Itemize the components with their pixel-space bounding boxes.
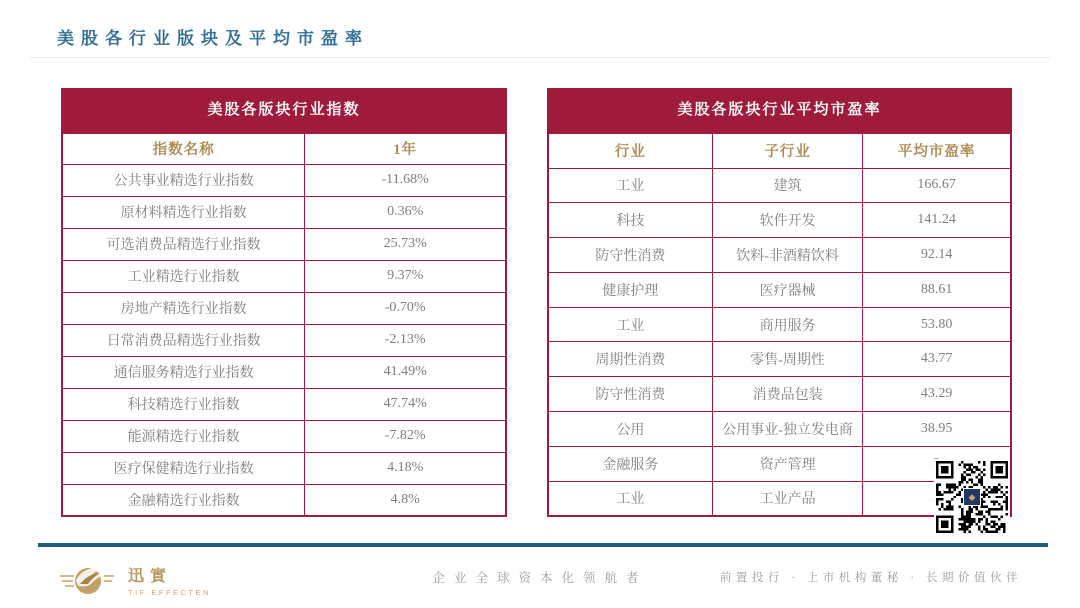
table-row	[548, 168, 1011, 203]
index-name-cell: 房地产精选行业指数	[62, 292, 305, 324]
index-name-cell: 科技精选行业指数	[62, 388, 305, 420]
table-row	[62, 164, 506, 196]
footer-slogan-right: 前置投行 · 上市机构董秘 · 长期价值伙伴	[719, 572, 1022, 584]
logo-name-cn: 迅實	[128, 568, 173, 585]
industry-cell: 科技	[548, 203, 712, 238]
index-name-cell: 原材料精选行业指数	[62, 196, 305, 228]
col-header-industry: 行业	[548, 133, 712, 168]
col-header-index-name: 指数名称	[62, 133, 305, 164]
table-row	[548, 377, 1011, 412]
pe-cell: 38.95	[863, 412, 1011, 447]
table-row	[548, 307, 1011, 342]
table-row	[62, 260, 506, 292]
table-row	[548, 203, 1011, 238]
index-value-cell: -7.82%	[305, 420, 506, 452]
sector-pe-table	[547, 88, 1012, 517]
subindustry-cell: 资产管理	[712, 446, 862, 481]
subindustry-cell: 零售-周期性	[712, 342, 862, 377]
subindustry-cell: 商用服务	[712, 307, 862, 342]
subindustry-cell: 建筑	[712, 168, 862, 203]
index-value-cell: -0.70%	[305, 292, 506, 324]
index-name-cell: 金融精选行业指数	[62, 484, 305, 516]
industry-cell: 周期性消费	[548, 342, 712, 377]
index-value-cell: 41.49%	[305, 356, 506, 388]
index-value-cell: 0.36%	[305, 196, 506, 228]
subindustry-cell: 医疗器械	[712, 272, 862, 307]
wing-logo-icon	[58, 560, 120, 600]
sector-index-table-title: 美股各版块行业指数	[61, 88, 507, 132]
qr-code	[934, 459, 1010, 535]
logo-name-en: TIF EFFECTEN	[128, 588, 211, 597]
index-value-cell: 9.37%	[305, 260, 506, 292]
index-name-cell: 公共事业精选行业指数	[62, 164, 305, 196]
subindustry-cell: 工业产品	[712, 481, 862, 516]
sector-index-table	[61, 88, 507, 517]
table-row	[548, 272, 1011, 307]
col-header-subindustry: 子行业	[712, 133, 862, 168]
industry-cell: 防守性消费	[548, 238, 712, 273]
index-value-cell: -2.13%	[305, 324, 506, 356]
footer	[0, 552, 1080, 608]
pe-cell: 43.29	[863, 377, 1011, 412]
pe-cell: 88.61	[863, 272, 1011, 307]
industry-cell: 工业	[548, 481, 712, 516]
industry-cell: 健康护理	[548, 272, 712, 307]
table-row	[62, 292, 506, 324]
page-title: 美股各行业版块及平均市盈率	[57, 29, 369, 48]
industry-cell: 工业	[548, 168, 712, 203]
pe-cell: 53.80	[863, 307, 1011, 342]
subindustry-cell: 消费品包装	[712, 377, 862, 412]
table-row	[62, 484, 506, 516]
title-divider	[30, 57, 1050, 58]
footer-divider	[38, 543, 1048, 547]
industry-cell: 工业	[548, 307, 712, 342]
index-name-cell: 医疗保健精选行业指数	[62, 452, 305, 484]
subindustry-cell: 饮料-非酒精饮料	[712, 238, 862, 273]
index-name-cell: 能源精选行业指数	[62, 420, 305, 452]
industry-cell: 公用	[548, 412, 712, 447]
index-value-cell: 4.18%	[305, 452, 506, 484]
table-row	[548, 412, 1011, 447]
sector-pe-table-title: 美股各版块行业平均市盈率	[547, 88, 1012, 132]
qr-center-logo-icon: ◆	[963, 488, 981, 506]
table-row	[548, 238, 1011, 273]
table-row	[62, 388, 506, 420]
table-header-row	[548, 133, 1011, 168]
index-name-cell: 日常消费品精选行业指数	[62, 324, 305, 356]
table-row	[62, 452, 506, 484]
pe-cell: 92.14	[863, 238, 1011, 273]
index-value-cell: 47.74%	[305, 388, 506, 420]
index-name-cell: 工业精选行业指数	[62, 260, 305, 292]
table-header-row	[62, 133, 506, 164]
pe-cell: 141.24	[863, 203, 1011, 238]
table-row	[62, 228, 506, 260]
table-row	[62, 356, 506, 388]
subindustry-cell: 软件开发	[712, 203, 862, 238]
table-row	[62, 420, 506, 452]
pe-cell: 166.67	[863, 168, 1011, 203]
table-row	[548, 342, 1011, 377]
index-name-cell: 通信服务精选行业指数	[62, 356, 305, 388]
pe-cell: 43.77	[863, 342, 1011, 377]
industry-cell: 金融服务	[548, 446, 712, 481]
index-name-cell: 可选消费品精选行业指数	[62, 228, 305, 260]
subindustry-cell: 公用事业-独立发电商	[712, 412, 862, 447]
table-row	[62, 196, 506, 228]
index-value-cell: 25.73%	[305, 228, 506, 260]
footer-slogan-center: 企业全球资本化领航者	[432, 571, 648, 585]
industry-cell: 防守性消费	[548, 377, 712, 412]
index-value-cell: 4.8%	[305, 484, 506, 516]
col-header-1yr: 1年	[305, 133, 506, 164]
company-logo	[58, 560, 211, 600]
index-value-cell: -11.68%	[305, 164, 506, 196]
table-row	[62, 324, 506, 356]
col-header-avg-pe: 平均市盈率	[863, 133, 1011, 168]
